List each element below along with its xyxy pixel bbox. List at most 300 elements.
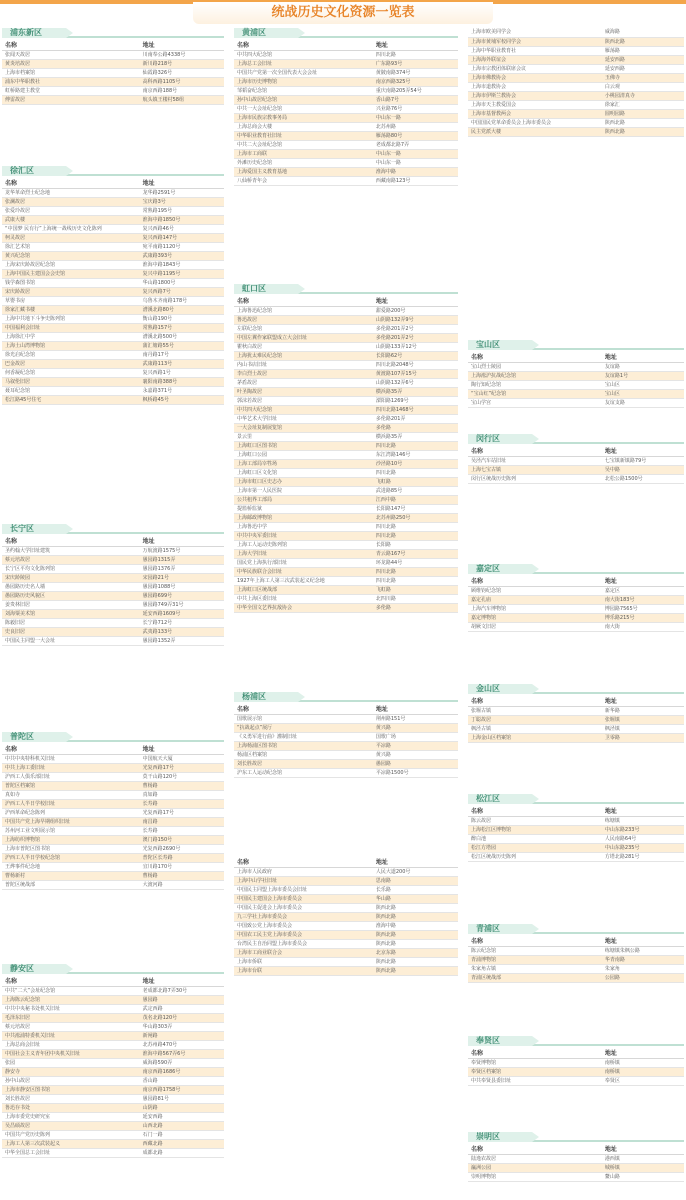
district-tag: 崇明区 bbox=[468, 1132, 532, 1142]
table-row bbox=[234, 769, 458, 778]
district-tag: 松江区 bbox=[468, 794, 532, 804]
resource-name: 张澜故居 bbox=[2, 198, 140, 207]
resource-address: 陕西北路 bbox=[602, 127, 684, 136]
resource-name: 醉白池 bbox=[468, 835, 602, 844]
table-row bbox=[468, 399, 684, 408]
resource-name: 青浦区统战部 bbox=[468, 974, 602, 983]
resource-name: 马叙伦旧居 bbox=[2, 378, 140, 387]
resource-name: 上海七宝古镇 bbox=[468, 466, 602, 475]
resource-name: 中共四大纪念馆 bbox=[234, 51, 373, 60]
resource-name: 国民党上海执行部旧址 bbox=[234, 559, 373, 568]
resource-name: 民主党派大楼 bbox=[468, 127, 602, 136]
table-row bbox=[234, 967, 458, 976]
table-row bbox=[2, 207, 224, 216]
resource-name: 中国社会主义青年团中央机关旧址 bbox=[2, 1050, 140, 1059]
resource-address: 多伦路 bbox=[373, 424, 458, 433]
column-header-address: 地址 bbox=[140, 745, 224, 755]
table-row bbox=[468, 91, 684, 100]
table-row bbox=[2, 369, 224, 378]
resource-name: 顾维钧纪念馆 bbox=[468, 587, 602, 596]
resource-name: 杨浦区档案馆 bbox=[234, 751, 373, 760]
resource-name: 黄炎培故居 bbox=[2, 60, 140, 69]
resource-address: 博园路7565号 bbox=[602, 605, 684, 614]
table-row bbox=[2, 1032, 224, 1041]
section-yangpu bbox=[234, 692, 458, 778]
resource-address: 长宁路712号 bbox=[140, 619, 224, 628]
resource-name: 一大会址复制展览馆 bbox=[234, 424, 373, 433]
resource-name: “中国梦 民有行”上海统一战线历史文化陈列 bbox=[2, 225, 140, 234]
resource-name: 茅盾故居 bbox=[234, 379, 373, 388]
table-row bbox=[234, 96, 458, 105]
resource-name: 虹桥路建主教堂 bbox=[2, 87, 140, 96]
resource-name: 上海邮政博物馆 bbox=[234, 514, 373, 523]
resource-name: 中共中央军委旧址 bbox=[234, 532, 373, 541]
table-row bbox=[468, 1059, 684, 1068]
resource-address: 四川北路1468号 bbox=[373, 406, 458, 415]
table-row bbox=[234, 370, 458, 379]
resource-address: 石门一路 bbox=[140, 1131, 224, 1140]
section-fengxian bbox=[468, 1036, 684, 1086]
resource-address: 宛平南路1120号 bbox=[140, 243, 224, 252]
resource-name: 上海徐汇中学 bbox=[2, 333, 140, 342]
table-row bbox=[2, 827, 224, 836]
resource-name: 上海中国民主建国会会史馆 bbox=[2, 270, 140, 279]
resource-address: 鳌山路 bbox=[602, 1173, 684, 1182]
table-row bbox=[2, 547, 224, 556]
resource-name: 外滩历史纪念馆 bbox=[234, 159, 373, 168]
resource-address: 北松公路1500号 bbox=[602, 475, 684, 484]
table-row bbox=[2, 1086, 224, 1095]
table-row bbox=[234, 940, 458, 949]
resource-name: 嘉定博物馆 bbox=[468, 614, 602, 623]
resource-address: 圆明园路 bbox=[602, 109, 684, 118]
column-header-address: 地址 bbox=[140, 537, 224, 547]
resource-address: 思南路 bbox=[373, 877, 458, 886]
table-row bbox=[2, 628, 224, 637]
column-header-name: 名称 bbox=[234, 297, 373, 307]
resource-address: 愚园路1352弄 bbox=[140, 637, 224, 646]
resource-name: 愚园路历史名人墙 bbox=[2, 583, 140, 592]
resource-address: 光复西路17号 bbox=[140, 764, 224, 773]
resource-address: 陕西北路 bbox=[373, 958, 458, 967]
resource-name: 中国致公党上海市委员会 bbox=[234, 922, 373, 931]
resource-address: 玉佛寺 bbox=[602, 73, 684, 82]
table-row bbox=[468, 947, 684, 956]
table-row bbox=[2, 261, 224, 270]
district-header bbox=[2, 28, 224, 38]
resource-address: 漕溪北路80号 bbox=[140, 306, 224, 315]
table-row bbox=[2, 225, 224, 234]
resource-address: 四川北路2048号 bbox=[373, 361, 458, 370]
resource-address: 练塘镇朱枫公路 bbox=[602, 947, 684, 956]
table-row bbox=[468, 363, 684, 372]
column-header-name: 名称 bbox=[468, 1145, 602, 1155]
table-row bbox=[468, 466, 684, 475]
district-tag: 宝山区 bbox=[468, 340, 532, 350]
table-row bbox=[468, 1077, 684, 1086]
resource-address: 延安西路 bbox=[602, 55, 684, 64]
page-banner bbox=[0, 0, 686, 26]
table-row bbox=[234, 69, 458, 78]
resource-name: 中共一大会址纪念馆 bbox=[234, 105, 373, 114]
resource-table bbox=[2, 745, 224, 890]
resource-table bbox=[468, 353, 684, 408]
resource-address: 山阴路 bbox=[140, 1104, 224, 1113]
resource-address: 曹杨路 bbox=[140, 782, 224, 791]
resource-name: 上海市基督教两会 bbox=[468, 109, 602, 118]
resource-name: 宝山烈士陵园 bbox=[468, 363, 602, 372]
table-row bbox=[234, 724, 458, 733]
table-header-row bbox=[468, 807, 684, 817]
resource-name: 中共中央特科机关旧址 bbox=[2, 755, 140, 764]
table-row bbox=[468, 587, 684, 596]
resource-name: 徐光启纪念馆 bbox=[2, 351, 140, 360]
resource-name: 中华民族联合会旧址 bbox=[234, 568, 373, 577]
column-header-address: 地址 bbox=[602, 447, 684, 457]
resource-name: 奉贤区档案馆 bbox=[468, 1068, 602, 1077]
district-tag: 黄浦区 bbox=[234, 28, 298, 38]
table-header-row bbox=[2, 977, 224, 987]
resource-name: 草婴书房 bbox=[2, 297, 140, 306]
table-row bbox=[468, 853, 684, 862]
table-row bbox=[2, 1050, 224, 1059]
column-header-name: 名称 bbox=[468, 577, 602, 587]
resource-address: 北京东路 bbox=[373, 949, 458, 958]
table-row bbox=[2, 782, 224, 791]
resource-name: 王烨事件纪念地 bbox=[2, 863, 140, 872]
resource-address: 老成都北路7弄 bbox=[373, 141, 458, 150]
table-row bbox=[2, 592, 224, 601]
table-row bbox=[2, 69, 224, 78]
table-row bbox=[2, 279, 224, 288]
resource-name: 郭沫若故居 bbox=[234, 397, 373, 406]
resource-name: 沪东工人运动纪念馆 bbox=[234, 769, 373, 778]
district-header bbox=[468, 434, 684, 444]
column-header-name: 名称 bbox=[2, 179, 140, 189]
table-row bbox=[234, 604, 458, 613]
resource-name: 静安寺 bbox=[2, 1068, 140, 1077]
table-row bbox=[234, 751, 458, 760]
resource-address: 陕西北路 bbox=[373, 913, 458, 922]
resource-address: 光复西路2690号 bbox=[140, 845, 224, 854]
resource-address: 武康路393号 bbox=[140, 252, 224, 261]
table-row bbox=[2, 270, 224, 279]
table-row bbox=[2, 297, 224, 306]
resource-name: 龙华革命烈士纪念地 bbox=[2, 189, 140, 198]
resource-address: 复兴中路1195号 bbox=[140, 270, 224, 279]
table-row bbox=[234, 913, 458, 922]
resource-name: 黄兴纪念馆 bbox=[2, 252, 140, 261]
resource-name: 上海汽车博物馆 bbox=[468, 605, 602, 614]
resource-address: 方塔北路281号 bbox=[602, 853, 684, 862]
table-row bbox=[2, 306, 224, 315]
table-row bbox=[2, 809, 224, 818]
district-header bbox=[234, 28, 458, 38]
resource-name: 曹杨新村 bbox=[2, 872, 140, 881]
table-row bbox=[234, 406, 458, 415]
table-row bbox=[2, 1068, 224, 1077]
column-header-address: 地址 bbox=[140, 41, 224, 51]
resource-name: 中共上海区委旧址 bbox=[234, 595, 373, 604]
column-header-address: 地址 bbox=[373, 705, 458, 715]
table-header-row bbox=[2, 179, 224, 189]
resource-address: 徐家汇 bbox=[602, 100, 684, 109]
resource-name: 中国共产党第一次全国代表大会会址 bbox=[234, 69, 373, 78]
resource-name: 陈毅旧居 bbox=[2, 619, 140, 628]
resource-table bbox=[468, 577, 684, 632]
resource-name: 上海中华职业教育社 bbox=[468, 46, 602, 55]
resource-address: 东江湾路146号 bbox=[373, 451, 458, 460]
resource-address: 威海路 bbox=[602, 28, 684, 37]
resource-address: 愚园路699号 bbox=[140, 592, 224, 601]
resource-address: 漕溪北路500号 bbox=[140, 333, 224, 342]
table-row bbox=[468, 381, 684, 390]
resource-address: 西藏南路123号 bbox=[373, 177, 458, 186]
table-row bbox=[234, 559, 458, 568]
table-row bbox=[468, 844, 684, 853]
resource-name: 中华全国文艺界抗敌协会 bbox=[234, 604, 373, 613]
table-row bbox=[2, 1140, 224, 1149]
resource-name: 公共租界工部局 bbox=[234, 496, 373, 505]
table-row bbox=[468, 127, 684, 136]
table-row bbox=[234, 87, 458, 96]
table-row bbox=[2, 565, 224, 574]
table-row bbox=[2, 51, 224, 60]
section-songjiang bbox=[468, 794, 684, 862]
resource-table bbox=[468, 1049, 684, 1086]
table-row bbox=[234, 105, 458, 114]
table-row bbox=[2, 378, 224, 387]
resource-name: 提篮桥监狱 bbox=[234, 505, 373, 514]
table-row bbox=[2, 234, 224, 243]
table-row bbox=[234, 460, 458, 469]
table-row bbox=[468, 46, 684, 55]
table-row bbox=[2, 360, 224, 369]
column-header-address: 地址 bbox=[602, 697, 684, 707]
resource-address: 练塘镇 bbox=[602, 817, 684, 826]
table-row bbox=[468, 614, 684, 623]
table-row bbox=[234, 904, 458, 913]
resource-name: 上海市道教协会 bbox=[468, 82, 602, 91]
table-row bbox=[2, 601, 224, 610]
table-row bbox=[234, 949, 458, 958]
resource-address: 蒲汇塘路55号 bbox=[140, 342, 224, 351]
resource-address: 南京西路188号 bbox=[140, 87, 224, 96]
column-header-name: 名称 bbox=[468, 1049, 602, 1059]
table-row bbox=[234, 316, 458, 325]
resource-name: 上海市伊斯兰教协会 bbox=[468, 91, 602, 100]
resource-address: 新华路 bbox=[602, 707, 684, 716]
section-chongming bbox=[468, 1132, 684, 1182]
column-header-name: 名称 bbox=[468, 937, 602, 947]
district-header bbox=[468, 684, 684, 694]
resource-name: 胡厥文旧居 bbox=[468, 623, 602, 632]
resource-address: 嘉定区 bbox=[602, 587, 684, 596]
table-row bbox=[2, 1059, 224, 1068]
resource-name: 上海市普陀区图书馆 bbox=[2, 845, 140, 854]
resource-name: 蔡元培故居 bbox=[2, 556, 140, 565]
resource-address: 衡山路190号 bbox=[140, 315, 224, 324]
resource-name: 张闻天故居 bbox=[2, 51, 140, 60]
table-row bbox=[234, 132, 458, 141]
table-row bbox=[234, 78, 458, 87]
resource-address: 宋园路21号 bbox=[140, 574, 224, 583]
resource-address: 宝庆路3号 bbox=[140, 198, 224, 207]
resource-address: 中山东一路 bbox=[373, 114, 458, 123]
resource-name: 奉贤博物馆 bbox=[468, 1059, 602, 1068]
district-tag: 青浦区 bbox=[468, 924, 532, 934]
resource-address: 枫泾镇 bbox=[602, 725, 684, 734]
resource-address: 黄陂南路374号 bbox=[373, 69, 458, 78]
resource-address: 小桃园清真寺 bbox=[602, 91, 684, 100]
section-xuhui bbox=[2, 166, 224, 405]
section-other bbox=[234, 858, 458, 976]
table-row bbox=[2, 96, 224, 105]
resource-name: 上海市档案馆 bbox=[2, 69, 140, 78]
resource-address: 长阳路62号 bbox=[373, 352, 458, 361]
table-row bbox=[234, 379, 458, 388]
resource-address: 人民大道200号 bbox=[373, 868, 458, 877]
resource-address: 中国航天大厦 bbox=[140, 755, 224, 764]
resource-address: 复兴西路1号 bbox=[140, 369, 224, 378]
column-header-name: 名称 bbox=[468, 353, 602, 363]
resource-address: 四川北路 bbox=[373, 568, 458, 577]
resource-name: 上海爱国主义教育基地 bbox=[234, 168, 373, 177]
resource-address: 新闸路 bbox=[140, 1032, 224, 1041]
column-header-address: 地址 bbox=[602, 937, 684, 947]
resource-address: 飞虹路 bbox=[373, 586, 458, 595]
column-header-address: 地址 bbox=[373, 858, 458, 868]
table-row bbox=[2, 872, 224, 881]
resource-name: 苏州河工业文明展示馆 bbox=[2, 827, 140, 836]
resource-name: 上海市委党史研究室 bbox=[2, 1113, 140, 1122]
resource-name: 上海大学旧址 bbox=[234, 550, 373, 559]
resource-name: 刘长胜故居 bbox=[234, 760, 373, 769]
table-row bbox=[234, 523, 458, 532]
resource-name: 鲁迅存书处 bbox=[2, 1104, 140, 1113]
section-jingan bbox=[2, 964, 224, 1158]
resource-address: 淮海中路567弄6号 bbox=[140, 1050, 224, 1059]
resource-address: 广东路93号 bbox=[373, 60, 458, 69]
resource-name: 张堰古镇 bbox=[468, 707, 602, 716]
column-header-name: 名称 bbox=[468, 697, 602, 707]
resource-name: 上海市侨联 bbox=[234, 958, 373, 967]
resource-address: 黄兴路 bbox=[373, 724, 458, 733]
district-tag: 金山区 bbox=[468, 684, 532, 694]
resource-name: 蔡元培故居 bbox=[2, 1023, 140, 1032]
district-header bbox=[468, 564, 684, 574]
table-row bbox=[2, 78, 224, 87]
table-row bbox=[234, 496, 458, 505]
resource-name: 沪西工人半日学校纪念馆 bbox=[2, 854, 140, 863]
district-tag: 奉贤区 bbox=[468, 1036, 532, 1046]
district-tag: 闵行区 bbox=[468, 434, 532, 444]
table-row bbox=[234, 760, 458, 769]
resource-address: 航头镇王楼村58组 bbox=[140, 96, 224, 105]
resource-name: 姜贵林旧居 bbox=[2, 601, 140, 610]
resource-address: 长乐路 bbox=[373, 886, 458, 895]
resource-address: 横浜路35弄 bbox=[373, 388, 458, 397]
table-row bbox=[234, 514, 458, 523]
resource-address: 飞虹路 bbox=[373, 478, 458, 487]
resource-address: 北苏州路 bbox=[373, 123, 458, 132]
resource-table bbox=[234, 41, 458, 186]
resource-address: 港西镇 bbox=[602, 1155, 684, 1164]
resource-address: 陕西北路 bbox=[373, 931, 458, 940]
resource-address: 溧阳路1269号 bbox=[373, 397, 458, 406]
district-tag: 普陀区 bbox=[2, 732, 66, 742]
table-row bbox=[234, 141, 458, 150]
resource-address: 四川北路 bbox=[373, 577, 458, 586]
district-header bbox=[468, 1036, 684, 1046]
resource-name: 上海中共地下斗争史陈列馆 bbox=[2, 315, 140, 324]
resource-name: 左联纪念馆 bbox=[234, 325, 373, 334]
resource-table bbox=[468, 807, 684, 862]
resource-name: 上海市宗教团体联席会议 bbox=[468, 64, 602, 73]
resource-name: 上海海外联谊会 bbox=[468, 55, 602, 64]
resource-address: 白云观 bbox=[602, 82, 684, 91]
table-row bbox=[2, 583, 224, 592]
resource-address: 乌鲁木齐南路178号 bbox=[140, 297, 224, 306]
column-header-name: 名称 bbox=[2, 977, 140, 987]
resource-name: 沪西工人半日学校旧址 bbox=[2, 800, 140, 809]
table-row bbox=[468, 100, 684, 109]
resource-name: 上海市天主教爱国会 bbox=[468, 100, 602, 109]
resource-name: 陈云故居 bbox=[468, 817, 602, 826]
resource-address: 江西中路 bbox=[373, 496, 458, 505]
table-row bbox=[234, 550, 458, 559]
resource-name: 圣约翰大学旧址建筑 bbox=[2, 547, 140, 556]
table-row bbox=[2, 755, 224, 764]
table-row bbox=[2, 351, 224, 360]
resource-address: 愚园路1088号 bbox=[140, 583, 224, 592]
resource-name: 上海市第一人民医院 bbox=[234, 487, 373, 496]
table-row bbox=[468, 37, 684, 46]
table-row bbox=[2, 996, 224, 1005]
resource-address: 华山路303弄 bbox=[140, 1023, 224, 1032]
resource-address: 淮海中路 bbox=[373, 168, 458, 177]
resource-name: 嘉定孔庙 bbox=[468, 596, 602, 605]
table-row bbox=[468, 118, 684, 127]
resource-name: 上海工人运动史陈列馆 bbox=[234, 541, 373, 550]
resource-name: 沪西革命纪念陈列 bbox=[2, 809, 140, 818]
resource-address: 四川北路 bbox=[373, 532, 458, 541]
resource-address: 高科西路1105号 bbox=[140, 78, 224, 87]
resource-address: 宝山区 bbox=[602, 390, 684, 399]
table-row bbox=[2, 637, 224, 646]
resource-name: 崇明博物馆 bbox=[468, 1173, 602, 1182]
district-tag: 虹口区 bbox=[234, 284, 298, 294]
table-row bbox=[234, 415, 458, 424]
table-row bbox=[468, 623, 684, 632]
district-tag: 静安区 bbox=[2, 964, 66, 974]
table-row bbox=[468, 1173, 684, 1182]
column-header-address: 地址 bbox=[373, 41, 458, 51]
column-header-name: 名称 bbox=[468, 447, 602, 457]
table-row bbox=[234, 433, 458, 442]
resource-address: 普陀区长寿路 bbox=[140, 854, 224, 863]
table-header-row bbox=[468, 353, 684, 363]
table-row bbox=[2, 216, 224, 225]
table-row bbox=[234, 586, 458, 595]
table-row bbox=[234, 159, 458, 168]
resource-address: 愚园路 bbox=[373, 760, 458, 769]
table-row bbox=[234, 177, 458, 186]
resource-name: 中共奉贤县委旧址 bbox=[468, 1077, 602, 1086]
resource-table bbox=[234, 297, 458, 613]
resource-name: 上海市人民政府 bbox=[234, 868, 373, 877]
table-row bbox=[2, 60, 224, 69]
